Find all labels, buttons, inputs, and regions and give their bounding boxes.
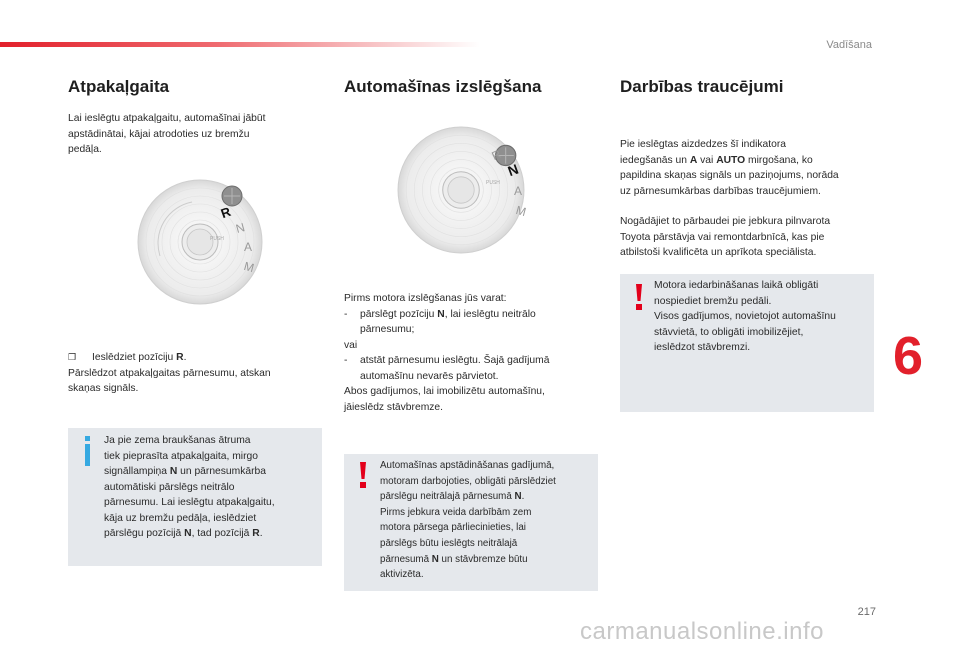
line: Abos gadījumos, lai imobilizētu automašīnu, (344, 386, 545, 397)
line: Pie ieslēgtas aizdedzes šī indikatora (620, 139, 786, 150)
reverse-intro (68, 111, 322, 158)
warn-line (380, 489, 596, 505)
t: N (514, 491, 522, 503)
list-item (344, 353, 598, 369)
t: N (431, 553, 439, 565)
step-text: Ieslēdziet pozīciju (92, 352, 177, 363)
warning-icon (358, 462, 368, 488)
dial-letter-n: N (505, 160, 521, 180)
reverse-intro-line: apstādinātai, kājai atrodoties uz bremžu (68, 128, 250, 140)
watermark: carmanualsonline.info (580, 618, 824, 645)
t: iedegšanās un (620, 154, 690, 166)
t: N (184, 528, 192, 539)
list-item-cont: automašīnu nevarēs pārvietot. (360, 370, 499, 382)
dial-push-label: PUSH (486, 180, 500, 186)
warning-text (380, 458, 596, 583)
t: N (437, 308, 445, 320)
reverse-step-line (68, 350, 322, 366)
warn-line: pārslēgs būtu ieslēgts neitrālajā (380, 537, 518, 549)
reverse-intro-line: Lai ieslēgtu atpakaļgaitu, automašīnai jābūt (68, 113, 266, 124)
t: , tad pozīcijā (191, 528, 253, 539)
t: pārnesumā (380, 553, 432, 565)
t: A (689, 154, 698, 166)
page-number: 217 (857, 606, 876, 618)
dial-letter-r: R (218, 203, 233, 222)
t: R (252, 528, 260, 539)
warn-line: Pirms jebkura veida darbībām zem (380, 506, 532, 518)
malfunction-p1 (620, 137, 874, 199)
step-bold: R (176, 352, 184, 363)
warn-line: aktivizēta. (380, 569, 424, 581)
dash: - (344, 308, 348, 320)
dial-push-label: PUSH (210, 236, 224, 242)
warn-line: stāvvietā, to obligāti imobilizējiet, (654, 326, 804, 338)
t: mirgošana, ko (745, 154, 813, 166)
reverse-step (68, 350, 322, 397)
warn-line: motora pārsega pārliecinieties, lai (380, 522, 526, 534)
reverse-step-line: Pārslēdzot atpakaļgaitas pārnesumu, atskan (68, 367, 271, 379)
step-end: . (183, 352, 187, 363)
line: Pirms motora izslēgšanas jūs varat: (344, 293, 507, 304)
gear-selector-dial-n (396, 125, 526, 255)
info-line: kāja uz bremžu pedāļa, ieslēdziet (104, 512, 257, 524)
heading-switch-off: Automašīnas izslēgšana (344, 77, 542, 96)
reverse-intro-line: pedāļa. (68, 144, 102, 155)
reverse-step-line: skaņas signāls. (68, 383, 139, 394)
warn-line (380, 552, 596, 568)
warning-box (620, 274, 874, 412)
warning-text (654, 278, 872, 356)
info-note-box (68, 428, 322, 566)
heading-malfunction: Darbības traucējumi (620, 77, 784, 96)
dial-letter-m: M (514, 202, 528, 220)
chapter-number: 6 (893, 326, 924, 386)
t: pārslēgu neitrālajā pārnesumā (380, 491, 515, 503)
line: uz pārnesumkārbas darbības traucējumiem. (620, 185, 821, 197)
info-line: tiek pieprasīta atpakaļgaita, mirgo (104, 450, 258, 462)
line (620, 153, 874, 169)
t: vai (697, 154, 717, 166)
t: , lai ieslēgtu neitrālo (444, 308, 536, 320)
info-line (104, 464, 318, 480)
heading-reverse: Atpakaļgaita (68, 77, 170, 96)
t: N (169, 466, 178, 477)
dial-letter-a: A (514, 184, 523, 198)
dial-letter-a: A (244, 240, 253, 254)
list-item (344, 307, 598, 323)
line: atbilstoši kvalificēta un aprīkota speciālista. (620, 247, 817, 258)
t: atstāt pārnesumu ieslēgtu. Šajā gadījumā (360, 355, 550, 366)
warn-line: Automašīnas apstādināšanas gadījumā, (380, 460, 555, 471)
line: jāieslēdz stāvbremze. (344, 401, 444, 413)
info-note-text (104, 433, 318, 542)
dash: - (344, 355, 348, 366)
t: pārslēgu pozīcijā (104, 528, 185, 539)
t: pārslēgt pozīciju (360, 308, 438, 320)
dial-letter-n: N (234, 220, 247, 236)
dial-letter-r: R (489, 146, 504, 164)
warning-icon (634, 284, 644, 310)
warn-line: Visos gadījumos, novietojot automašīnu (654, 311, 836, 322)
warn-line: nospiediet bremžu pedāli. (654, 295, 772, 307)
section-title: Vadīšana (826, 39, 872, 51)
list-item-cont: pārnesumu; (360, 324, 415, 335)
info-line (104, 526, 318, 542)
t: un stāvbremze būtu (438, 553, 528, 565)
warn-line: Motora iedarbināšanas laikā obligāti (654, 280, 819, 291)
check-bullet-icon: ❒ (68, 352, 77, 362)
line: Toyota pārstāvja vai remontdarbnīcā, kas pie (620, 231, 825, 243)
info-icon (83, 436, 92, 466)
warning-box (344, 454, 598, 591)
switch-off-text (344, 291, 598, 415)
dial-letter-m: M (242, 258, 256, 276)
warn-line: ieslēdzot stāvbremzi. (654, 342, 751, 353)
t: un pārnesumkārba (177, 466, 266, 477)
warn-line: motoram darbojoties, obligāti pārslēdziet (380, 475, 556, 487)
line: papildina skaņas signāls un paziņojums, norāda (620, 170, 839, 181)
malfunction-p2 (620, 214, 874, 261)
line: vai (344, 339, 358, 351)
t: signāllampiņa (104, 466, 170, 477)
header-accent-bar (0, 42, 480, 47)
info-line: Ja pie zema braukšanas ātruma (104, 435, 251, 446)
t: AUTO (716, 154, 746, 166)
t: . (259, 528, 263, 539)
info-line: pārnesumu. Lai ieslēgtu atpakaļgaitu, (104, 497, 275, 508)
line: Nogādājiet to pārbaudei pie jebkura pilnvarota (620, 216, 831, 227)
t: . (521, 491, 525, 503)
info-line: automātiski pārslēgs neitrālo (104, 481, 235, 493)
